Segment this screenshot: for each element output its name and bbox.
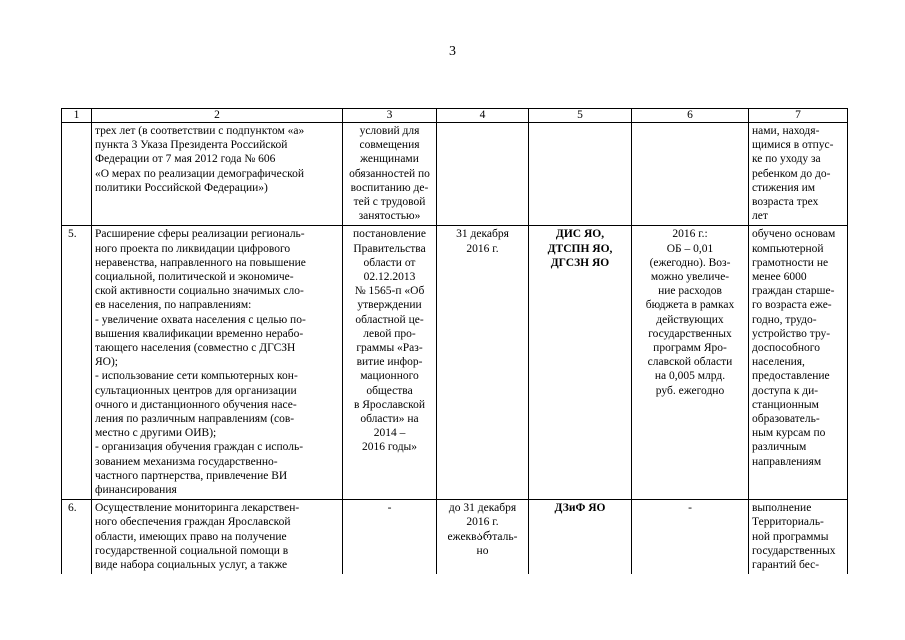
header-cell: 5 [529,109,632,123]
deadline [437,123,529,226]
deadline: до 31 декабря 2016 г. ежеквარталь- но [437,500,529,575]
table-row [62,226,848,500]
header-cell: 7 [749,109,848,123]
executor [529,123,632,226]
executor: ДЗиФ ЯО [529,500,632,575]
deadline: 31 декабря 2016 г. [437,226,529,500]
header-cell: 1 [62,109,92,123]
header-cell: 4 [437,109,529,123]
row-number [62,123,92,226]
measure-description: Осуществление мониторинга лекарствен- ного обеспечения граждан Ярославской области, имеющих право на получение государственной социальной помощи в виде набора социальных услуг, а также [92,500,343,575]
measures-table [61,108,848,574]
legal-basis: постановление Правительства области от 02.12.2013 № 1565-п «Об утверждении областной це- левой про- граммы «Раз- витие инфор- мационного общества в Ярославской области» на 2014 – 2016 годы» [343,226,437,500]
funding: 2016 г.: ОБ – 0,01 (ежегодно). Воз- можно увеличе- ние расходов бюджета в рамках действующих государственных программ Яро- славской области на 0,005 млрд. руб. ежегодно [632,226,749,500]
row-number: 6. [62,500,92,575]
page-number: 3 [449,44,456,59]
header-cell: 6 [632,109,749,123]
measure-description: трех лет (в соответствии с подпунктом «а» пункта 3 Указа Президента Российской Федерации от 7 мая 2012 года № 606 «О мерах по реализации демографической политики Российской Федерации») [92,123,343,226]
expected-result: нами, находя- щимися в отпус- ке по уходу за ребенком до до- стижения им возраста трех лет [749,123,848,226]
header-row [62,109,848,123]
expected-result: обучено основам компьютерной грамотности не менее 6000 граждан старше- го возраста еже- годно, трудо- устройство тру- доспособного населения, предоставление доступа к ди- станционным образователь- ным курсам по различным направлениям [749,226,848,500]
executor: ДИС ЯО, ДТСПН ЯО, ДГСЗН ЯО [529,226,632,500]
measure-description: Расширение сферы реализации региональ- ного проекта по ликвидации цифрового неравенства, направленного на повышение социальной, политической и экономиче- ской активности социально значимых сло- ев населения, по направлениям: - увеличение охвата населения с целью по- вышения квалификации временно нерабо- тающего населения (совместно с ДГСЗН ЯО); - использование сети компьютерных кон- сультационных центров для организации очного и дистанционного обучения насе- ления по различным направлениям (сов- местно с другими ОИВ); - организация обучения граждан с исполь- зованием механизма государственно- частного партнерства, привлечение ВИ финансирования [92,226,343,500]
header-cell: 2 [92,109,343,123]
header-cell: 3 [343,109,437,123]
table-row [62,123,848,226]
table-row [62,500,848,575]
funding [632,123,749,226]
expected-result: выполнение Территориаль- ной программы государственных гарантий бес- [749,500,848,575]
legal-basis: - [343,500,437,575]
funding: - [632,500,749,575]
row-number: 5. [62,226,92,500]
legal-basis: условий для совмещения женщинами обязанностей по воспитанию де- тей с трудовой занятостью» [343,123,437,226]
